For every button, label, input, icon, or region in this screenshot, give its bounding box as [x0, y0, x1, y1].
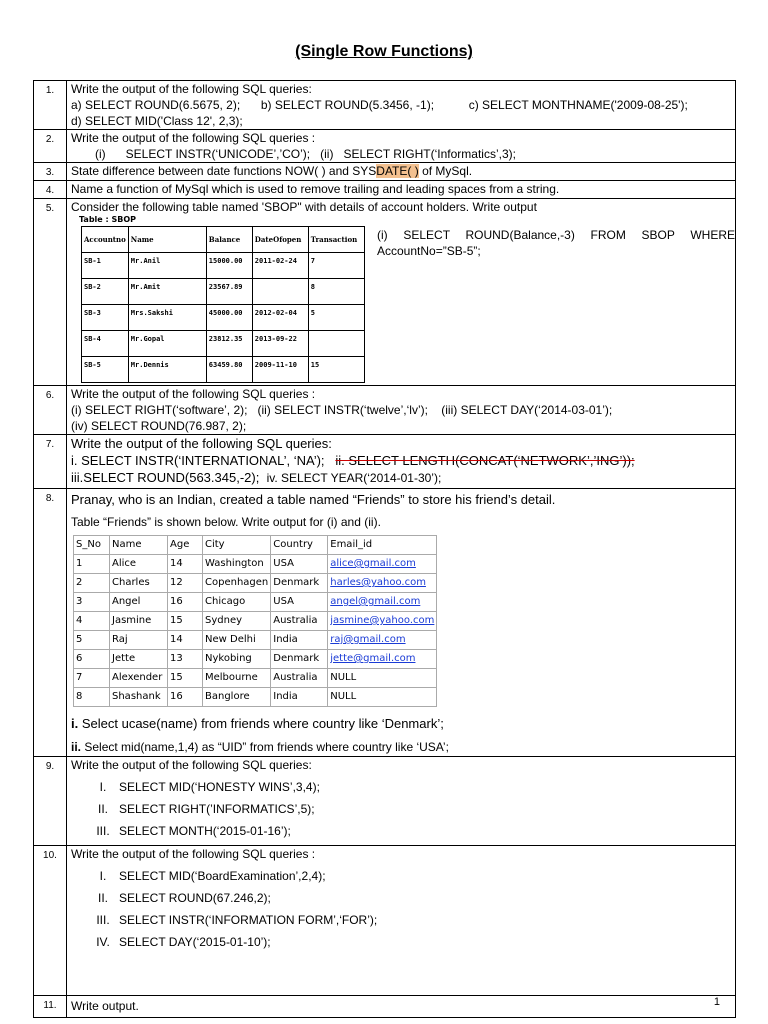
table-cell: India: [271, 631, 328, 650]
question-intro: Write the output of the following SQL queries :: [71, 847, 316, 861]
page-title: (Single Row Functions): [295, 43, 473, 60]
table-row: [82, 331, 365, 357]
table-cell: 8: [74, 688, 110, 707]
table-cell: Charles: [110, 574, 168, 593]
table-cell: 2: [74, 574, 110, 593]
query-text: SELECT ROUND(67.246,2);: [119, 891, 271, 905]
list-item: [87, 823, 731, 845]
table-cell: Mrs.Sakshi: [128, 305, 206, 331]
table-cell: 15: [308, 357, 364, 383]
roman-numeral: I.: [99, 869, 107, 883]
question-body: Write output.: [67, 996, 736, 1018]
table-cell: Raj: [110, 631, 168, 650]
question-row: [34, 81, 736, 130]
table-caption: Table : SBOP: [79, 215, 137, 224]
email-link[interactable]: jette@gmail.com: [328, 650, 437, 669]
table-cell: 23567.89: [206, 279, 252, 305]
query-list: [87, 779, 731, 845]
table-cell: SB-2: [82, 279, 129, 305]
question-row: [34, 489, 736, 757]
query-iv: iv. SELECT YEAR(‘2014-01-30’);: [266, 471, 442, 485]
table-row: [82, 357, 365, 383]
table-row: [82, 253, 365, 279]
query-text: SELECT DAY(‘2015-01-10’);: [119, 935, 271, 949]
question-intro: Write the output of the following SQL queries :: [71, 131, 316, 145]
question-body: [67, 846, 736, 996]
table-cell: 7: [74, 669, 110, 688]
email-link[interactable]: jasmine@yahoo.com: [328, 612, 437, 631]
table-cell: Australia: [271, 669, 328, 688]
question-text: State difference between date functions NOW( ) and SYS: [71, 164, 377, 178]
query-text: SELECT MID(‘BoardExamination’,2,4);: [119, 869, 326, 883]
table-cell: [308, 331, 364, 357]
question-number: 1.: [34, 81, 67, 130]
question-intro: Consider the following table named 'SBOP" with details of account holders. Write output: [71, 200, 537, 214]
query-line: [71, 97, 731, 113]
table-cell: Sydney: [203, 612, 271, 631]
column-header: Name: [128, 227, 206, 253]
table-cell: [252, 279, 308, 305]
roman-numeral: III.: [96, 824, 110, 838]
table-cell: 15: [168, 612, 203, 631]
column-header: S_No: [74, 536, 110, 555]
list-item: [87, 779, 731, 801]
query-iii: iii.SELECT ROUND(563.345,-2);: [71, 470, 260, 485]
table-row: [74, 650, 437, 669]
email-link[interactable]: harles@yahoo.com: [328, 574, 437, 593]
table-cell: 45000.00: [206, 305, 252, 331]
column-header: City: [203, 536, 271, 555]
question-row: [34, 996, 736, 1018]
roman-numeral: II.: [97, 802, 108, 816]
table-row: [74, 574, 437, 593]
query-text: Select ucase(name) from friends where country like ‘Denmark’;: [78, 716, 444, 731]
query-i: (i) SELECT ROUND(Balance,-3) FROM SBOP WHERE AccountNo=”SB-5”;: [377, 228, 735, 258]
column-header: Age: [168, 536, 203, 555]
list-item: [87, 868, 731, 890]
question-row: [34, 757, 736, 846]
table-cell: 8: [308, 279, 364, 305]
table-cell: Alexender: [110, 669, 168, 688]
friends-table: [73, 535, 437, 707]
table-cell: Denmark: [271, 574, 328, 593]
question-number: 11.: [34, 996, 67, 1018]
table-row: [74, 593, 437, 612]
query-line: [71, 469, 731, 487]
query-list: [87, 868, 731, 956]
question-row: [34, 199, 736, 386]
table-header-row: [74, 536, 437, 555]
query-label: i.: [71, 716, 79, 731]
table-cell: Mr.Amit: [128, 279, 206, 305]
question-body: [67, 163, 736, 181]
table-cell: Mr.Anil: [128, 253, 206, 279]
roman-numeral: III.: [96, 913, 110, 927]
list-item: [87, 934, 731, 956]
table-cell: 12: [168, 574, 203, 593]
question-number: 10.: [34, 846, 67, 996]
query-d: d) SELECT MID('Class 12', 2,3);: [71, 114, 243, 128]
query-line: (iv) SELECT ROUND(76.987, 2);: [71, 419, 247, 433]
query-label: ii.: [71, 740, 82, 754]
page-number: 1: [713, 996, 720, 1008]
sbop-table: [81, 226, 365, 383]
table-cell: Shashank: [110, 688, 168, 707]
question-body: [67, 199, 736, 386]
column-header: Country: [271, 536, 328, 555]
roman-numeral: I.: [99, 780, 107, 794]
email-link[interactable]: angel@gmail.com: [328, 593, 437, 612]
table-cell: 16: [168, 688, 203, 707]
question-intro: Write the output of the following SQL queries:: [71, 758, 312, 772]
table-cell: Australia: [271, 612, 328, 631]
column-header: Name: [110, 536, 168, 555]
query-a: a) SELECT ROUND(6.5675, 2);: [71, 98, 241, 112]
table-cell: Melbourne: [203, 669, 271, 688]
column-header: Email_id: [328, 536, 437, 555]
question-number: 8.: [34, 489, 67, 757]
email-link[interactable]: alice@gmail.com: [328, 555, 437, 574]
table-cell: 14: [168, 555, 203, 574]
table-cell: SB-4: [82, 331, 129, 357]
table-cell: NULL: [328, 669, 437, 688]
table-cell: Nykobing: [203, 650, 271, 669]
table-cell: New Delhi: [203, 631, 271, 650]
table-cell: India: [271, 688, 328, 707]
query-text: SELECT INSTR(‘INFORMATION FORM’,‘FOR’);: [119, 913, 378, 927]
table-cell: 6: [74, 650, 110, 669]
query-c: c) SELECT MONTHNAME('2009-08-25');: [468, 98, 688, 112]
list-item: [87, 890, 731, 912]
table-cell: 2012-02-04: [252, 305, 308, 331]
question-number: 9.: [34, 757, 67, 846]
question-body: [67, 489, 736, 757]
column-header: Accountno: [82, 227, 129, 253]
query-i: [71, 715, 731, 733]
query-i: (i) SELECT INSTR(‘UNICODE’,’CO’);: [95, 147, 311, 161]
question-body: [67, 130, 736, 163]
question-row: [34, 435, 736, 489]
question-row: [34, 181, 736, 199]
table-cell: 7: [308, 253, 364, 279]
query-ii: [71, 738, 731, 756]
question-text: of MySql.: [418, 164, 473, 178]
table-cell: 5: [308, 305, 364, 331]
table-row: [74, 631, 437, 650]
question-row: [34, 130, 736, 163]
table-cell: USA: [271, 593, 328, 612]
table-cell: Denmark: [271, 650, 328, 669]
list-item: [87, 912, 731, 934]
question-intro: Pranay, who is an Indian, created a table named “Friends” to store his friend’s detail.: [71, 492, 556, 507]
table-cell: Mr.Gopal: [128, 331, 206, 357]
table-cell: NULL: [328, 688, 437, 707]
table-row: [74, 669, 437, 688]
column-header: DateOfopen: [252, 227, 308, 253]
table-cell: Jasmine: [110, 612, 168, 631]
list-item: [87, 801, 731, 823]
query-b: b) SELECT ROUND(5.3456, -1);: [260, 98, 435, 112]
query-line: [71, 452, 731, 469]
table-cell: USA: [271, 555, 328, 574]
table-cell: 3: [74, 593, 110, 612]
table-cell: 14: [168, 631, 203, 650]
table-cell: Jette: [110, 650, 168, 669]
table-row: [82, 279, 365, 305]
question-row: [34, 386, 736, 435]
email-link[interactable]: raj@gmail.com: [328, 631, 437, 650]
question-subtext: Table “Friends” is shown below. Write output for (i) and (ii).: [71, 515, 381, 529]
question-number: 7.: [34, 435, 67, 489]
highlighted-text: DATE( ): [376, 164, 419, 178]
table-cell: 2009-11-10: [252, 357, 308, 383]
table-cell: 23812.35: [206, 331, 252, 357]
table-cell: SB-1: [82, 253, 129, 279]
question-body: [67, 386, 736, 435]
query-i: i. SELECT INSTR(‘INTERNATIONAL’, ‘NA’);: [71, 453, 325, 468]
table-row: [74, 612, 437, 631]
question-intro: Write the output of the following SQL queries:: [71, 82, 312, 96]
question-row: [34, 846, 736, 996]
roman-numeral: IV.: [96, 935, 110, 949]
table-row: [82, 305, 365, 331]
table-cell: 13: [168, 650, 203, 669]
question-body: [67, 435, 736, 489]
query-text: SELECT RIGHT(’INFORMATICS’,5);: [119, 802, 315, 816]
question-number: 2.: [34, 130, 67, 163]
table-cell: SB-3: [82, 305, 129, 331]
question-intro: Write the output of the following SQL queries:: [71, 436, 332, 451]
table-row: [74, 555, 437, 574]
question-number: 6.: [34, 386, 67, 435]
table-cell: 4: [74, 612, 110, 631]
table-cell: 1: [74, 555, 110, 574]
table-cell: Copenhagen: [203, 574, 271, 593]
table-cell: Chicago: [203, 593, 271, 612]
table-cell: SB-5: [82, 357, 129, 383]
question-body: [67, 757, 736, 846]
table-cell: 2011-02-24: [252, 253, 308, 279]
table-cell: Washington: [203, 555, 271, 574]
table-row: [74, 688, 437, 707]
query-text: SELECT MONTH(‘2015-01-16’);: [119, 824, 291, 838]
column-header: Balance: [206, 227, 252, 253]
query-ii: (ii) SELECT RIGHT(‘Informatics’,3);: [320, 147, 516, 161]
table-cell: 63459.80: [206, 357, 252, 383]
query-text: SELECT MID(‘HONESTY WINS’,3,4);: [119, 780, 320, 794]
table-cell: 5: [74, 631, 110, 650]
query-ii: ii. SELECT LENGTH(CONCAT(‘NETWORK’,’ING’));: [335, 453, 635, 468]
table-cell: 15000.00: [206, 253, 252, 279]
table-header-row: [82, 227, 365, 253]
column-header: Transaction: [308, 227, 364, 253]
questions-table: [33, 80, 736, 1018]
question-body: [67, 81, 736, 130]
table-cell: Alice: [110, 555, 168, 574]
query-line: [71, 146, 731, 162]
question-number: 3.: [34, 163, 67, 181]
table-cell: Angel: [110, 593, 168, 612]
table-cell: Banglore: [203, 688, 271, 707]
table-cell: 16: [168, 593, 203, 612]
question-number: 5.: [34, 199, 67, 386]
question-body: Name a function of MySql which is used to remove trailing and leading spaces from a string.: [67, 181, 736, 199]
table-cell: Mr.Dennis: [128, 357, 206, 383]
question-number: 4.: [34, 181, 67, 199]
query-line: (i) SELECT RIGHT(‘software’, 2); (ii) SELECT INSTR(‘twelve’,‘lv’); (iii) SELECT DAY(‘2014-03-01’);: [71, 403, 613, 417]
roman-numeral: II.: [97, 891, 108, 905]
table-cell: 15: [168, 669, 203, 688]
question-row: [34, 163, 736, 181]
question-intro: Write the output of the following SQL queries :: [71, 387, 316, 401]
query-text: Select mid(name,1,4) as “UID” from friends where country like ‘USA’;: [81, 740, 449, 754]
table-cell: 2013-09-22: [252, 331, 308, 357]
